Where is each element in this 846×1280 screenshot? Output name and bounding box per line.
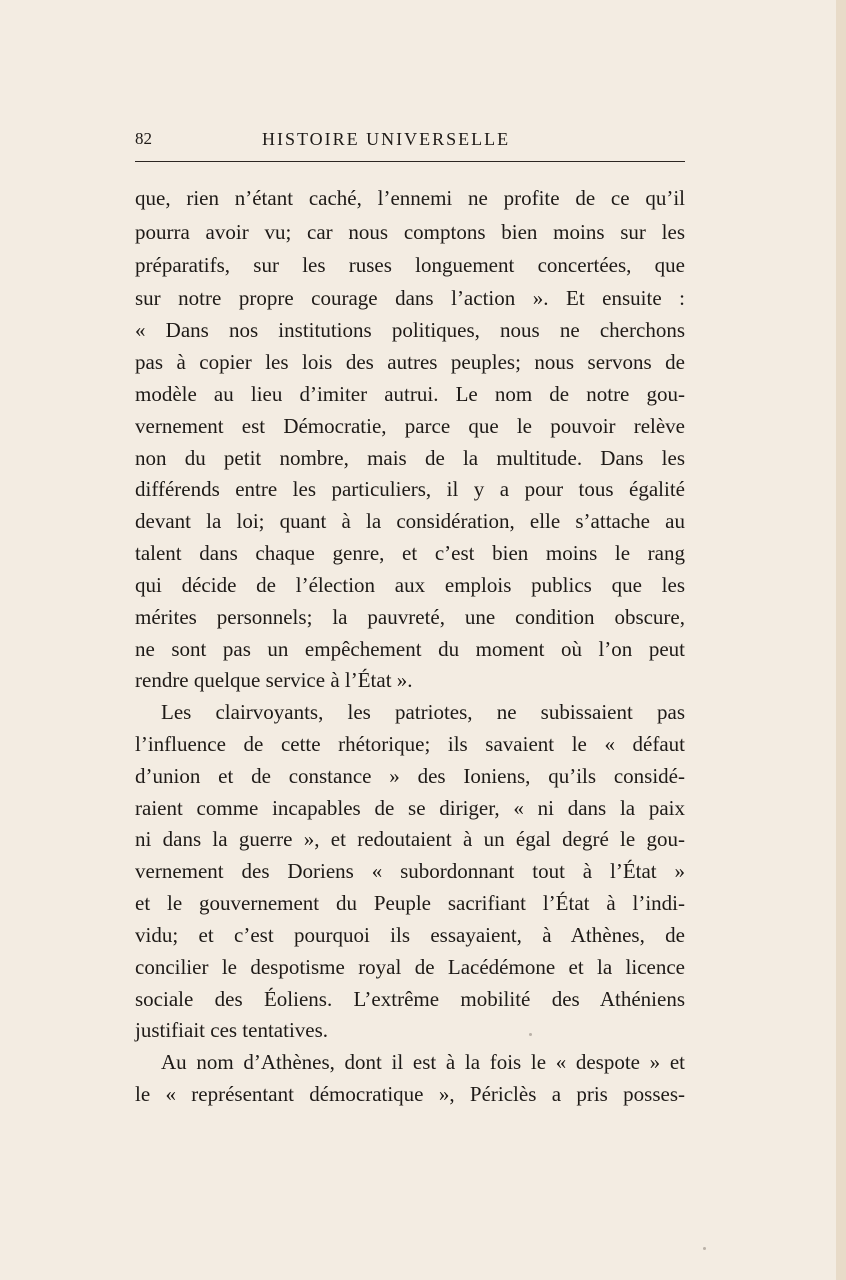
text-line: ni dans la guerre », et redoutaient à un égal degré le gou- (135, 827, 685, 851)
page-edge (836, 0, 846, 1280)
text-line: talent dans chaque genre, et c’est bien moins le rang (135, 541, 685, 565)
text-line: modèle au lieu d’imiter autrui. Le nom de notre gou- (135, 382, 685, 406)
text-line: justifiait ces tentatives. (135, 1018, 329, 1042)
text-line: sociale des Éoliens. L’extrême mobilité des Athéniens (135, 987, 685, 1011)
text-line: vernement est Démocratie, parce que le pouvoir relève (135, 414, 685, 438)
text-line: pas à copier les lois des autres peuples; nous servons de (135, 350, 685, 374)
text-line: mérites personnels; la pauvreté, une condition obscure, (135, 605, 685, 629)
text-line: raient comme incapables de se diriger, « ni dans la paix (135, 796, 685, 820)
text-line: devant la loi; quant à la considération, elle s’attache au (135, 509, 685, 533)
text-line: que, rien n’étant caché, l’ennemi ne profite de ce qu’il (135, 186, 685, 210)
text-line: qui décide de l’élection aux emplois publics que les (135, 573, 685, 597)
text-line: non du petit nombre, mais de la multitude. Dans les (135, 446, 685, 470)
text-line: différends entre les particuliers, il y a pour tous égalité (135, 477, 685, 501)
text-line: sur notre propre courage dans l’action ». Et ensuite : (135, 286, 685, 310)
paper-speck (529, 1033, 532, 1036)
page-header (135, 127, 685, 151)
text-line: concilier le despotisme royal de Lacédémone et la licence (135, 955, 685, 979)
text-line: ne sont pas un empêchement du moment où l’on peut (135, 637, 685, 661)
header-rule (135, 161, 685, 162)
page-number: 82 (135, 129, 152, 148)
text-line: vidu; et c’est pourquoi ils essayaient, à Athènes, de (135, 923, 685, 947)
running-title: HISTOIRE UNIVERSELLE (262, 129, 511, 149)
text-line: vernement des Doriens « subordonnant tout à l’État » (135, 859, 685, 883)
text-line: rendre quelque service à l’État ». (135, 668, 413, 692)
text-line: le « représentant démocratique », Périclès a pris posses- (135, 1082, 685, 1106)
text-line: et le gouvernement du Peuple sacrifiant l’État à l’indi- (135, 891, 685, 915)
text-line: préparatifs, sur les ruses longuement concertées, que (135, 253, 685, 277)
paragraph-first-line: Au nom d’Athènes, dont il est à la fois le « despote » et (161, 1050, 685, 1074)
paragraph-first-line: Les clairvoyants, les patriotes, ne subissaient pas (161, 700, 685, 724)
text-line: « Dans nos institutions politiques, nous ne cherchons (135, 318, 685, 342)
paper-speck (703, 1247, 706, 1250)
text-line: l’influence de cette rhétorique; ils savaient le « défaut (135, 732, 685, 756)
text-line: pourra avoir vu; car nous comptons bien moins sur les (135, 220, 685, 244)
text-line: d’union et de constance » des Ioniens, qu’ils considé- (135, 764, 685, 788)
